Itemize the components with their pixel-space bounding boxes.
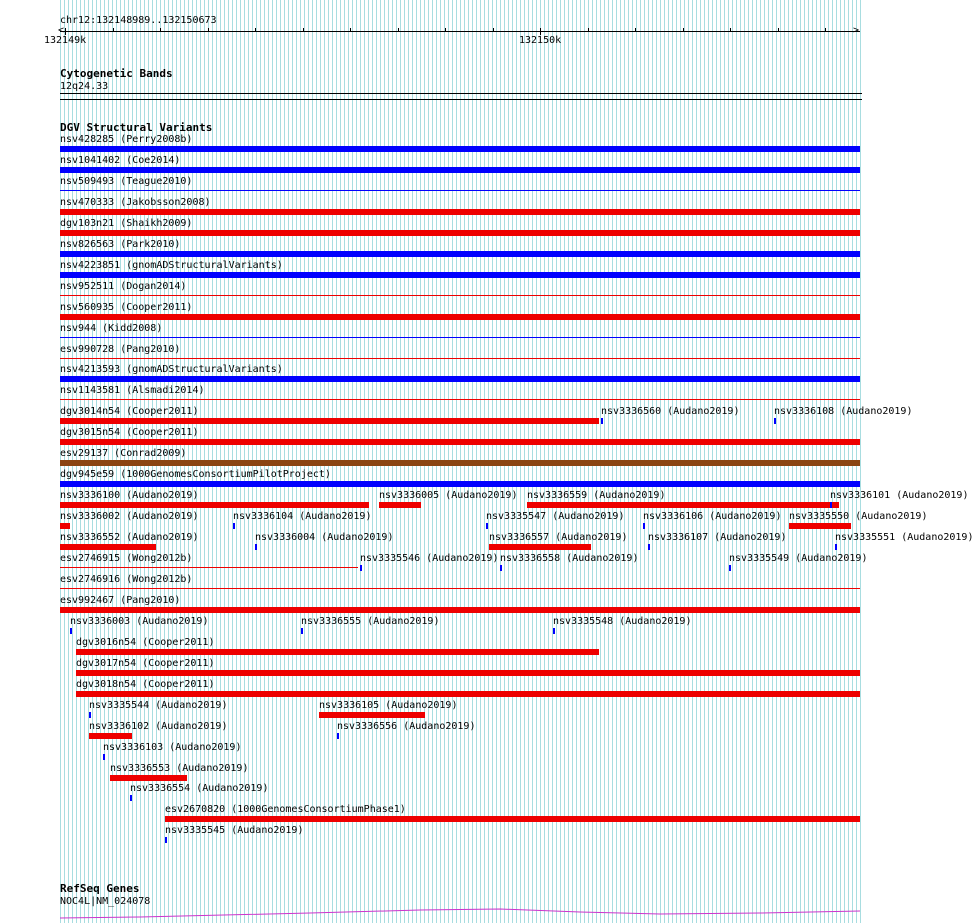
variant-label[interactable]: nsv3336558 (Audano2019) (500, 553, 639, 564)
variant-label[interactable]: esv992467 (Pang2010) (60, 595, 181, 606)
ruler-arrow-right-icon: > (853, 25, 860, 36)
variant-bar[interactable] (103, 754, 105, 760)
ruler-minor-tick (635, 28, 636, 32)
refseq-gene-label[interactable]: NOC4L|NM_024078 (60, 896, 151, 907)
variant-bar[interactable] (774, 418, 776, 424)
variant-label[interactable]: nsv3336552 (Audano2019) (60, 532, 199, 543)
variant-bar[interactable] (60, 567, 358, 568)
variant-bar[interactable] (165, 837, 167, 843)
refseq-track-title: RefSeq Genes (60, 882, 140, 895)
variant-bar[interactable] (89, 733, 132, 739)
variant-label[interactable]: dgv3016n54 (Cooper2011) (76, 637, 215, 648)
variant-label[interactable]: nsv3335549 (Audano2019) (729, 553, 868, 564)
refseq-gene-coverage (60, 904, 860, 923)
variant-bar[interactable] (60, 460, 860, 466)
variant-bar[interactable] (60, 167, 860, 173)
variant-bar[interactable] (360, 565, 362, 571)
variant-label[interactable]: nsv3335544 (Audano2019) (89, 700, 228, 711)
variant-label[interactable]: nsv3336103 (Audano2019) (103, 742, 242, 753)
variant-label[interactable]: nsv4223851 (gnomADStructuralVariants) (60, 260, 283, 271)
variant-label[interactable]: dgv945e59 (1000GenomesConsortiumPilotProject) (60, 469, 331, 480)
ruler-tick-label: 132150k (519, 35, 562, 46)
variant-bar[interactable] (60, 190, 860, 191)
ruler-minor-tick (730, 28, 731, 32)
variant-label[interactable]: nsv3335547 (Audano2019) (486, 511, 625, 522)
variant-bar[interactable] (70, 628, 72, 634)
variant-label[interactable]: nsv3336004 (Audano2019) (255, 532, 394, 543)
ruler-minor-tick (778, 28, 779, 32)
variant-label[interactable]: dgv3018n54 (Cooper2011) (76, 679, 215, 690)
variant-bar[interactable] (60, 314, 860, 320)
variant-bar[interactable] (60, 376, 860, 382)
variant-label[interactable]: nsv3336559 (Audano2019) (527, 490, 666, 501)
variant-label[interactable]: nsv3336101 (Audano2019) (830, 490, 969, 501)
variant-label[interactable]: nsv3336100 (Audano2019) (60, 490, 199, 501)
variant-label[interactable]: nsv944 (Kidd2008) (60, 323, 163, 334)
variant-bar[interactable] (60, 146, 860, 152)
ruler-minor-tick (65, 28, 66, 32)
variant-bar[interactable] (255, 544, 257, 550)
refseq-gene-line (60, 909, 860, 918)
variant-bar[interactable] (60, 230, 860, 236)
variant-bar[interactable] (648, 544, 650, 550)
variant-bar[interactable] (527, 502, 839, 508)
variant-label[interactable]: nsv3336105 (Audano2019) (319, 700, 458, 711)
variant-label[interactable]: nsv3336553 (Audano2019) (110, 763, 249, 774)
ruler-minor-tick (825, 28, 826, 32)
variant-bar[interactable] (60, 481, 860, 487)
variant-bar[interactable] (60, 588, 860, 589)
variant-label[interactable]: esv2746916 (Wong2012b) (60, 574, 193, 585)
variant-bar[interactable] (60, 523, 70, 529)
variant-bar[interactable] (60, 272, 860, 278)
variant-label[interactable]: nsv3336557 (Audano2019) (489, 532, 628, 543)
cytoband-line-bottom (60, 99, 862, 100)
variant-label[interactable]: nsv1143581 (Alsmadi2014) (60, 385, 205, 396)
variant-bar[interactable] (301, 628, 303, 634)
variant-bar[interactable] (76, 649, 599, 655)
variant-label[interactable]: nsv3336108 (Audano2019) (774, 406, 913, 417)
variant-label[interactable]: nsv3335545 (Audano2019) (165, 825, 304, 836)
variant-bar[interactable] (60, 337, 860, 338)
variant-label[interactable]: nsv3336102 (Audano2019) (89, 721, 228, 732)
variant-label[interactable]: esv29137 (Conrad2009) (60, 448, 187, 459)
variant-bar[interactable] (60, 418, 599, 424)
variant-label[interactable]: nsv3335546 (Audano2019) (360, 553, 499, 564)
variant-bar[interactable] (379, 502, 421, 508)
ruler-minor-tick (445, 28, 446, 32)
variant-bar[interactable] (60, 607, 860, 613)
variant-label[interactable]: nsv3335551 (Audano2019) (835, 532, 973, 543)
variant-bar[interactable] (60, 544, 156, 550)
variant-bar[interactable] (60, 439, 860, 445)
variant-label[interactable]: nsv3336106 (Audano2019) (643, 511, 782, 522)
variant-bar[interactable] (60, 502, 369, 508)
variant-bar[interactable] (60, 399, 860, 400)
variant-label[interactable]: nsv3336002 (Audano2019) (60, 511, 199, 522)
variant-label[interactable]: nsv3336556 (Audano2019) (337, 721, 476, 732)
ruler-minor-tick (540, 28, 541, 32)
ruler-minor-tick (255, 28, 256, 32)
variant-bar[interactable] (789, 523, 851, 529)
variant-bar[interactable] (165, 816, 860, 822)
ruler-axis (60, 31, 860, 32)
variant-label[interactable]: nsv3336107 (Audano2019) (648, 532, 787, 543)
variant-bar[interactable] (76, 691, 860, 697)
cytoband-label: 12q24.33 (60, 81, 109, 92)
variant-label[interactable]: nsv470333 (Jakobsson2008) (60, 197, 211, 208)
variant-bar[interactable] (60, 251, 860, 257)
variant-label[interactable]: esv2670820 (1000GenomesConsortiumPhase1) (165, 804, 406, 815)
variant-label[interactable]: nsv3336104 (Audano2019) (233, 511, 372, 522)
ruler-minor-tick (303, 28, 304, 32)
variant-bar[interactable] (319, 712, 425, 718)
variant-label[interactable]: nsv3335550 (Audano2019) (789, 511, 928, 522)
ruler-minor-tick (113, 28, 114, 32)
variant-bar[interactable] (486, 523, 488, 529)
variant-bar[interactable] (835, 544, 837, 550)
ruler-tick-label: 132149k (44, 35, 87, 46)
variant-label[interactable]: nsv3336005 (Audano2019) (379, 490, 518, 501)
variant-label[interactable]: dgv3014n54 (Cooper2011) (60, 406, 199, 417)
variant-label[interactable]: nsv3336555 (Audano2019) (301, 616, 440, 627)
variant-bar[interactable] (830, 502, 832, 508)
ruler-minor-tick (683, 28, 684, 32)
ruler-minor-tick (160, 28, 161, 32)
variant-bar[interactable] (89, 712, 91, 718)
variant-bar[interactable] (729, 565, 731, 571)
variant-label[interactable]: dgv3015n54 (Cooper2011) (60, 427, 199, 438)
variant-label[interactable]: nsv1041402 (Coe2014) (60, 155, 181, 166)
variant-bar[interactable] (76, 670, 860, 676)
variant-label[interactable]: dgv3017n54 (Cooper2011) (76, 658, 215, 669)
ruler-minor-tick (493, 28, 494, 32)
variant-label[interactable]: nsv3336560 (Audano2019) (601, 406, 740, 417)
variant-label[interactable]: nsv826563 (Park2010) (60, 239, 181, 250)
variant-label[interactable]: nsv560935 (Cooper2011) (60, 302, 193, 313)
ruler-minor-tick (398, 28, 399, 32)
variant-bar[interactable] (553, 628, 555, 634)
variant-bar[interactable] (500, 565, 502, 571)
variant-label[interactable]: nsv428285 (Perry2008b) (60, 134, 193, 145)
variant-bar[interactable] (110, 775, 187, 781)
variant-label[interactable]: nsv3335548 (Audano2019) (553, 616, 692, 627)
ruler-minor-tick (208, 28, 209, 32)
dgv-track-title: DGV Structural Variants (60, 121, 213, 134)
variant-label[interactable]: nsv3336003 (Audano2019) (70, 616, 209, 627)
variant-label[interactable]: nsv4213593 (gnomADStructuralVariants) (60, 364, 283, 375)
ruler-range-label: chr12:132148989..132150673 (60, 15, 217, 26)
cytoband-track-title: Cytogenetic Bands (60, 67, 173, 80)
variant-bar[interactable] (601, 418, 603, 424)
variant-bar[interactable] (337, 733, 339, 739)
variant-bar[interactable] (233, 523, 235, 529)
variant-bar[interactable] (60, 209, 860, 215)
variant-label[interactable]: dgv103n21 (Shaikh2009) (60, 218, 193, 229)
variant-bar[interactable] (60, 358, 860, 359)
variant-label[interactable]: nsv3336554 (Audano2019) (130, 783, 269, 794)
variant-bar[interactable] (489, 544, 591, 550)
variant-bar[interactable] (130, 795, 132, 801)
ruler-minor-tick (350, 28, 351, 32)
variant-label[interactable]: nsv952511 (Dogan2014) (60, 281, 187, 292)
ruler-minor-tick (588, 28, 589, 32)
cytoband-line-top (60, 93, 862, 94)
variant-label[interactable]: esv990728 (Pang2010) (60, 344, 181, 355)
variant-bar[interactable] (643, 523, 645, 529)
ruler (0, 0, 890, 48)
variant-label[interactable]: nsv509493 (Teague2010) (60, 176, 193, 187)
ruler-arrow-left-icon: < (58, 25, 65, 36)
variant-label[interactable]: esv2746915 (Wong2012b) (60, 553, 193, 564)
variant-bar[interactable] (60, 295, 860, 296)
